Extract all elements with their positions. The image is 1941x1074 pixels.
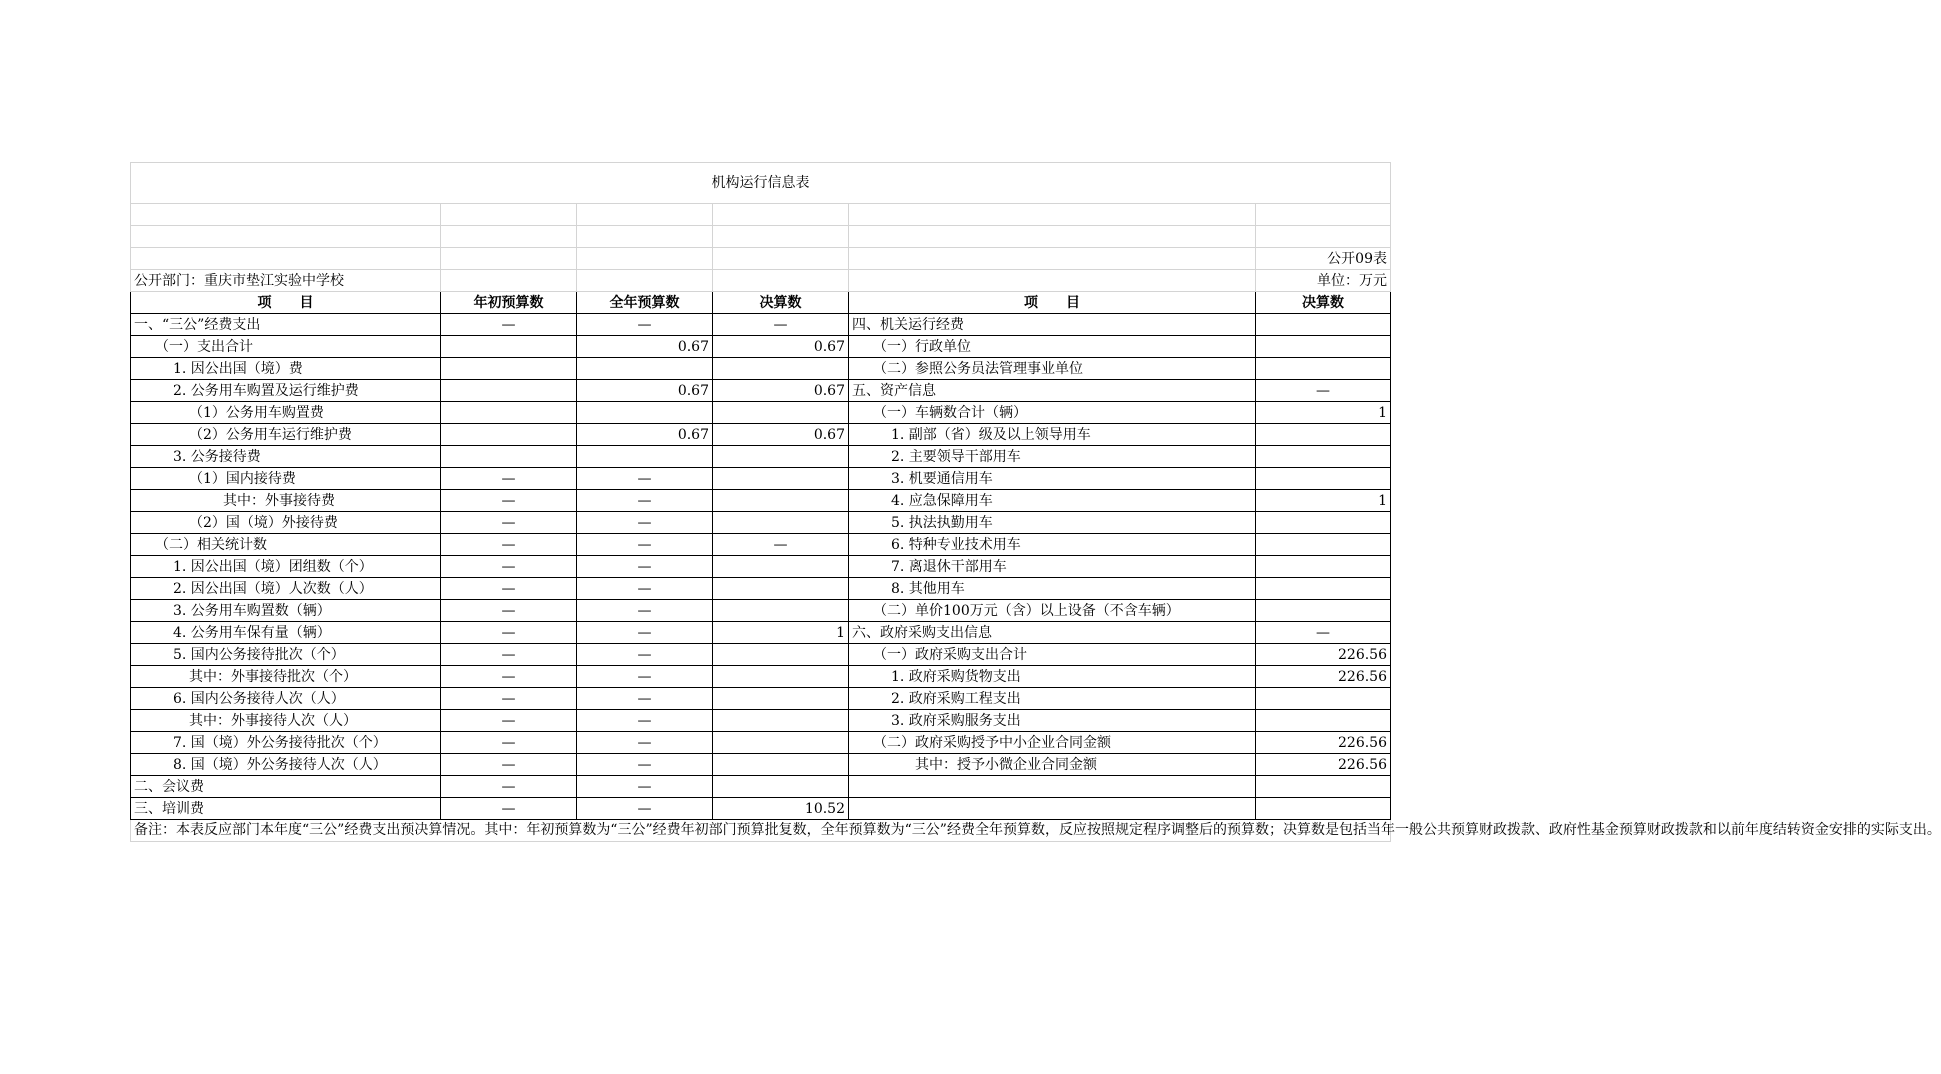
table-row xyxy=(131,358,1391,380)
row-final-right xyxy=(1256,512,1391,534)
row-initial-budget: — xyxy=(441,534,577,556)
row-final-right: 226.56 xyxy=(1256,732,1391,754)
row-item: 1. 因公出国（境）团组数（个） xyxy=(131,556,441,578)
row-item: 8. 国（境）外公务接待人次（人） xyxy=(131,754,441,776)
row-item-right: （一）车辆数合计（辆） xyxy=(849,402,1256,424)
row-annual-budget: — xyxy=(577,644,713,666)
row-final-right: 226.56 xyxy=(1256,666,1391,688)
row-annual-budget xyxy=(577,402,713,424)
row-final xyxy=(713,732,849,754)
footnote: 备注：本表反应部门本年度“三公”经费支出预决算情况。其中：年初预算数为“三公”经费年初部门预算批复数，全年预算数为“三公”经费全年预算数，反应按照规定程序调整后的预算数；决算数是包括当年一般公共预算财政拨款、政府性基金预算财政拨款和以前年度结转资金安排的实际支出。 xyxy=(131,820,1391,842)
row-final: — xyxy=(713,534,849,556)
row-initial-budget: — xyxy=(441,578,577,600)
table-row xyxy=(131,666,1391,688)
table-title: 机构运行信息表 xyxy=(131,163,1391,204)
row-final-right xyxy=(1256,446,1391,468)
row-initial-budget: — xyxy=(441,732,577,754)
row-item-right: 3. 机要通信用车 xyxy=(849,468,1256,490)
table-row xyxy=(131,380,1391,402)
row-initial-budget: — xyxy=(441,622,577,644)
table-row xyxy=(131,710,1391,732)
row-annual-budget: — xyxy=(577,556,713,578)
row-annual-budget: — xyxy=(577,754,713,776)
row-final-right: 226.56 xyxy=(1256,754,1391,776)
header-final-right: 决算数 xyxy=(1256,292,1391,314)
row-final-right xyxy=(1256,578,1391,600)
row-final xyxy=(713,468,849,490)
row-item: 3. 公务接待费 xyxy=(131,446,441,468)
table-row xyxy=(131,732,1391,754)
row-final xyxy=(713,666,849,688)
row-annual-budget: — xyxy=(577,688,713,710)
row-initial-budget: — xyxy=(441,490,577,512)
header-row xyxy=(131,292,1391,314)
row-item-right: 六、政府采购支出信息 xyxy=(849,622,1256,644)
row-initial-budget: — xyxy=(441,468,577,490)
row-annual-budget: — xyxy=(577,732,713,754)
row-final-right: — xyxy=(1256,622,1391,644)
row-initial-budget: — xyxy=(441,666,577,688)
row-item: 2. 因公出国（境）人次数（人） xyxy=(131,578,441,600)
row-item-right: 7. 离退休干部用车 xyxy=(849,556,1256,578)
row-item: 4. 公务用车保有量（辆） xyxy=(131,622,441,644)
header-annual-budget: 全年预算数 xyxy=(577,292,713,314)
table-row xyxy=(131,468,1391,490)
table-row xyxy=(131,314,1391,336)
row-final xyxy=(713,688,849,710)
row-final-right xyxy=(1256,600,1391,622)
row-item-right: （一）政府采购支出合计 xyxy=(849,644,1256,666)
row-item-right: 五、资产信息 xyxy=(849,380,1256,402)
row-annual-budget: 0.67 xyxy=(577,424,713,446)
row-item: 7. 国（境）外公务接待批次（个） xyxy=(131,732,441,754)
row-item: （一）支出合计 xyxy=(131,336,441,358)
row-final-right xyxy=(1256,336,1391,358)
row-item-right: 四、机关运行经费 xyxy=(849,314,1256,336)
row-initial-budget: — xyxy=(441,600,577,622)
table-row xyxy=(131,534,1391,556)
row-final xyxy=(713,556,849,578)
row-final xyxy=(713,402,849,424)
row-final-right xyxy=(1256,314,1391,336)
row-item-right: （二）单价100万元（含）以上设备（不含车辆） xyxy=(849,600,1256,622)
row-item-right: 1. 政府采购货物支出 xyxy=(849,666,1256,688)
row-item: 三、培训费 xyxy=(131,798,441,820)
row-item-right xyxy=(849,776,1256,798)
row-final-right xyxy=(1256,358,1391,380)
row-final xyxy=(713,600,849,622)
row-annual-budget xyxy=(577,446,713,468)
table-row xyxy=(131,446,1391,468)
header-final: 决算数 xyxy=(713,292,849,314)
row-item-right: 2. 政府采购工程支出 xyxy=(849,688,1256,710)
row-final xyxy=(713,578,849,600)
row-final-right xyxy=(1256,776,1391,798)
row-final xyxy=(713,710,849,732)
row-annual-budget: — xyxy=(577,600,713,622)
table-row xyxy=(131,688,1391,710)
row-initial-budget: — xyxy=(441,776,577,798)
header-item: 项 目 xyxy=(131,292,441,314)
row-final xyxy=(713,446,849,468)
row-item: 其中：外事接待批次（个） xyxy=(131,666,441,688)
row-annual-budget: — xyxy=(577,490,713,512)
row-item-right xyxy=(849,798,1256,820)
row-item-right: （一）行政单位 xyxy=(849,336,1256,358)
row-annual-budget: — xyxy=(577,666,713,688)
row-annual-budget: — xyxy=(577,468,713,490)
row-item-right: 2. 主要领导干部用车 xyxy=(849,446,1256,468)
row-final-right xyxy=(1256,534,1391,556)
row-final: 0.67 xyxy=(713,336,849,358)
table-row xyxy=(131,578,1391,600)
row-annual-budget: — xyxy=(577,710,713,732)
table-row xyxy=(131,512,1391,534)
row-final: 0.67 xyxy=(713,424,849,446)
row-item-right: 8. 其他用车 xyxy=(849,578,1256,600)
table-row xyxy=(131,622,1391,644)
row-item: 2. 公务用车购置及运行维护费 xyxy=(131,380,441,402)
row-final-right xyxy=(1256,468,1391,490)
row-item-right: （二）参照公务员法管理事业单位 xyxy=(849,358,1256,380)
row-initial-budget xyxy=(441,380,577,402)
department-label: 公开部门：重庆市垫江实验中学校 xyxy=(131,270,441,292)
row-final-right xyxy=(1256,688,1391,710)
spacer-row xyxy=(131,226,1391,248)
row-item: 一、“三公”经费支出 xyxy=(131,314,441,336)
table-row xyxy=(131,336,1391,358)
row-initial-budget: — xyxy=(441,512,577,534)
form-number: 公开09表 xyxy=(1256,248,1391,270)
row-final xyxy=(713,512,849,534)
row-item: （二）相关统计数 xyxy=(131,534,441,556)
row-item-right: 6. 特种专业技术用车 xyxy=(849,534,1256,556)
row-item: （2）公务用车运行维护费 xyxy=(131,424,441,446)
row-initial-budget xyxy=(441,424,577,446)
table-row xyxy=(131,402,1391,424)
row-initial-budget: — xyxy=(441,754,577,776)
row-initial-budget: — xyxy=(441,710,577,732)
spacer-row xyxy=(131,204,1391,226)
row-final: — xyxy=(713,314,849,336)
row-initial-budget xyxy=(441,358,577,380)
table-row xyxy=(131,490,1391,512)
row-item-right: 其中：授予小微企业合同金额 xyxy=(849,754,1256,776)
row-item: 二、会议费 xyxy=(131,776,441,798)
row-final-right xyxy=(1256,798,1391,820)
table-row xyxy=(131,644,1391,666)
row-final xyxy=(713,754,849,776)
row-initial-budget xyxy=(441,336,577,358)
row-annual-budget: — xyxy=(577,798,713,820)
row-item: （2）国（境）外接待费 xyxy=(131,512,441,534)
row-final-right xyxy=(1256,710,1391,732)
row-item-right: 5. 执法执勤用车 xyxy=(849,512,1256,534)
row-final: 1 xyxy=(713,622,849,644)
row-item: 1. 因公出国（境）费 xyxy=(131,358,441,380)
row-item: （1）公务用车购置费 xyxy=(131,402,441,424)
header-item-right: 项 目 xyxy=(849,292,1256,314)
table-row xyxy=(131,556,1391,578)
row-final-right xyxy=(1256,424,1391,446)
row-annual-budget: — xyxy=(577,622,713,644)
row-item-right: 3. 政府采购服务支出 xyxy=(849,710,1256,732)
row-initial-budget: — xyxy=(441,556,577,578)
row-final xyxy=(713,644,849,666)
row-initial-budget: — xyxy=(441,314,577,336)
row-annual-budget: — xyxy=(577,534,713,556)
row-item: 其中：外事接待人次（人） xyxy=(131,710,441,732)
row-item-right: （二）政府采购授予中小企业合同金额 xyxy=(849,732,1256,754)
row-final-right: 1 xyxy=(1256,402,1391,424)
row-initial-budget xyxy=(441,446,577,468)
row-initial-budget xyxy=(441,402,577,424)
table-row xyxy=(131,424,1391,446)
row-annual-budget: — xyxy=(577,578,713,600)
row-initial-budget: — xyxy=(441,798,577,820)
row-initial-budget: — xyxy=(441,644,577,666)
row-annual-budget: 0.67 xyxy=(577,380,713,402)
row-item-right: 1. 副部（省）级及以上领导用车 xyxy=(849,424,1256,446)
table-row xyxy=(131,776,1391,798)
row-item: （1）国内接待费 xyxy=(131,468,441,490)
row-item: 其中：外事接待费 xyxy=(131,490,441,512)
table-row xyxy=(131,754,1391,776)
row-final xyxy=(713,776,849,798)
row-item: 5. 国内公务接待批次（个） xyxy=(131,644,441,666)
row-initial-budget: — xyxy=(441,688,577,710)
row-final: 10.52 xyxy=(713,798,849,820)
row-item-right: 4. 应急保障用车 xyxy=(849,490,1256,512)
row-final xyxy=(713,490,849,512)
row-final-right: 1 xyxy=(1256,490,1391,512)
row-item: 6. 国内公务接待人次（人） xyxy=(131,688,441,710)
row-annual-budget: — xyxy=(577,314,713,336)
row-annual-budget: 0.67 xyxy=(577,336,713,358)
row-annual-budget: — xyxy=(577,512,713,534)
row-annual-budget: — xyxy=(577,776,713,798)
row-item: 3. 公务用车购置数（辆） xyxy=(131,600,441,622)
header-initial-budget: 年初预算数 xyxy=(441,292,577,314)
row-final-right xyxy=(1256,556,1391,578)
row-final xyxy=(713,358,849,380)
info-table xyxy=(130,162,1941,842)
unit-label: 单位：万元 xyxy=(1256,270,1391,292)
table-row xyxy=(131,600,1391,622)
row-final-right: — xyxy=(1256,380,1391,402)
row-final: 0.67 xyxy=(713,380,849,402)
row-annual-budget xyxy=(577,358,713,380)
row-final-right: 226.56 xyxy=(1256,644,1391,666)
table-row xyxy=(131,798,1391,820)
